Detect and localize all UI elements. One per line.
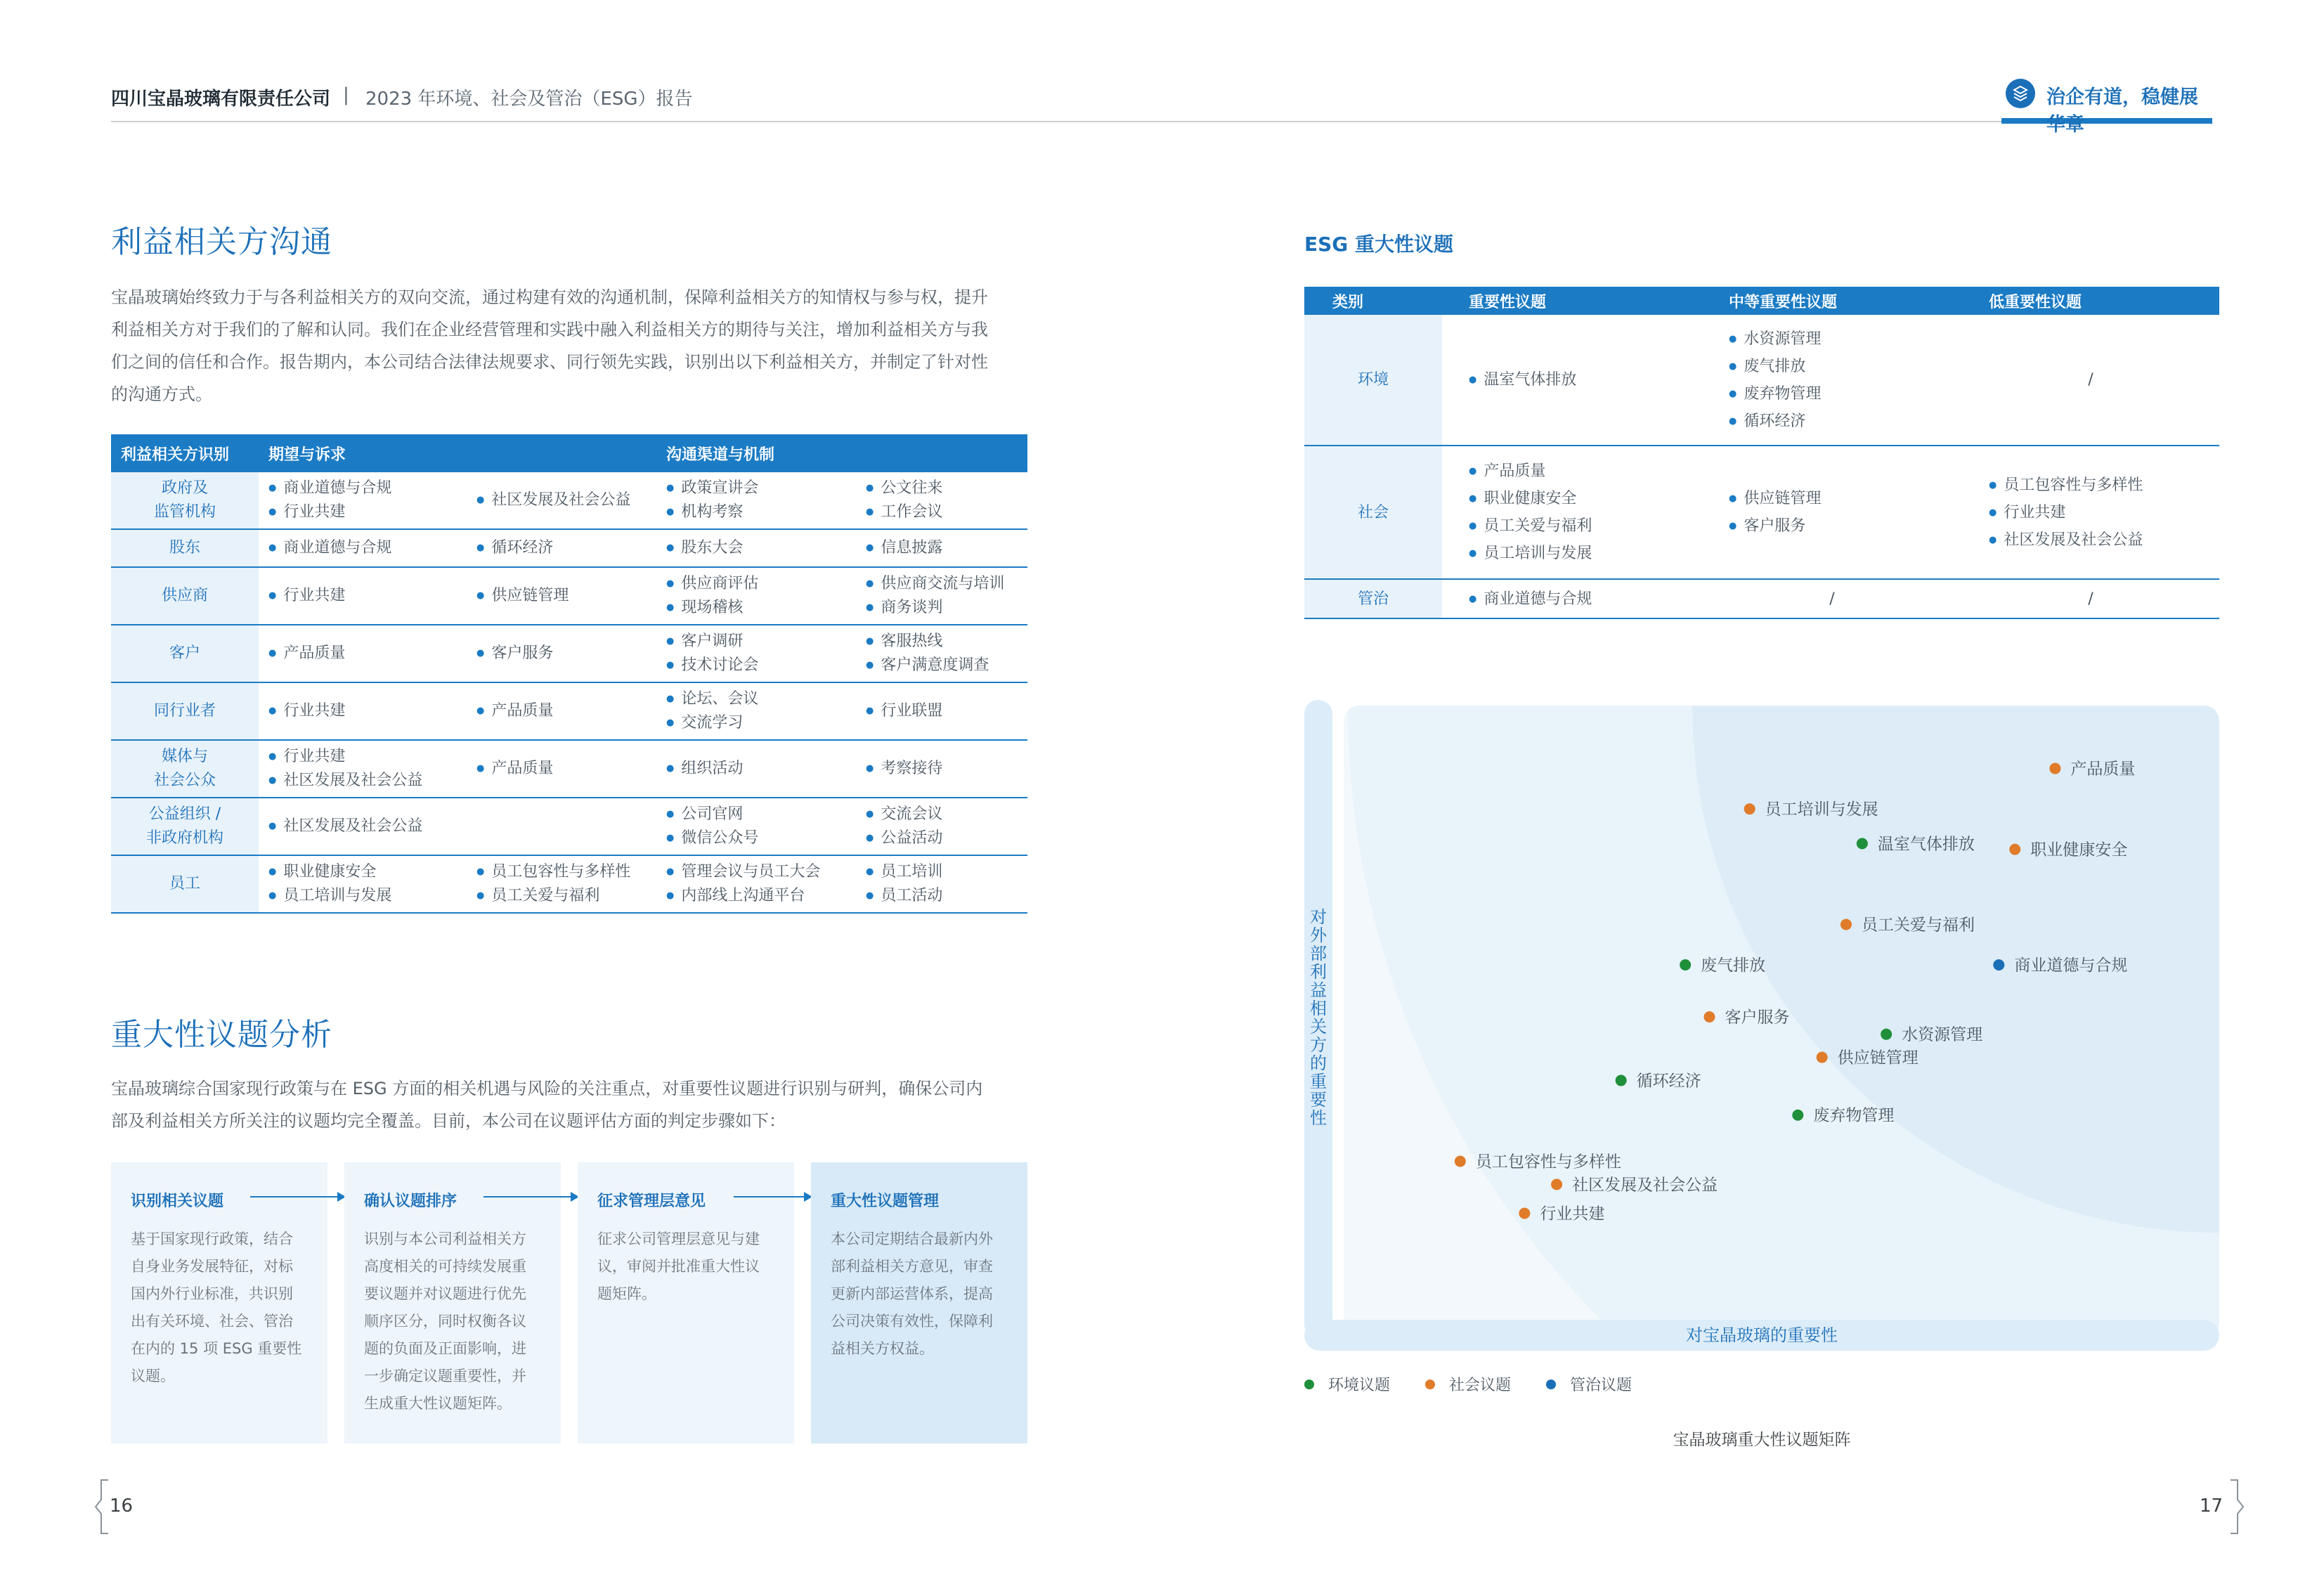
data-point-label: 职业健康安全: [2030, 841, 2128, 859]
stakeholder-name-line: 供应商: [161, 587, 208, 604]
stakeholder-table-header: [111, 434, 1027, 472]
list-item: ● 社区发展及社会公益: [1989, 526, 2219, 554]
legend-label: 环境议题: [1328, 1377, 1391, 1394]
stakeholder-intro-paragraph: [111, 281, 1032, 410]
table-row: [1304, 446, 2219, 579]
data-point: [1744, 803, 1755, 815]
data-point: [1616, 1075, 1627, 1086]
expectation-cell: [259, 472, 467, 529]
data-point: [2009, 844, 2020, 855]
stakeholder-name: [111, 567, 259, 625]
table-row: [1304, 315, 2219, 446]
page-bracket-left: [94, 1479, 115, 1535]
list-item: ● 客服热线: [866, 630, 1027, 654]
step-card: [811, 1162, 1027, 1443]
header-rule: [111, 121, 2212, 122]
stakeholder-table: [111, 434, 1027, 914]
expectation-cell: [467, 529, 656, 567]
list-item: ● 信息披露: [866, 536, 1027, 560]
list-item: ● 政策宣讲会: [666, 476, 856, 500]
list-item: ● 社区发展及社会公益: [476, 488, 656, 512]
stakeholder-name-line: 公益组织 /: [148, 805, 221, 823]
low-importance-cell: /: [1962, 579, 2219, 618]
stakeholder-name-line: 同行业者: [153, 702, 216, 720]
list-item: ● 职业健康安全: [268, 860, 467, 884]
paragraph-line: 的沟通方式。: [111, 384, 212, 404]
list-item: ● 温室气体排放: [1469, 366, 1702, 394]
list-item: ● 行业共建: [268, 584, 467, 608]
step-description: [131, 1226, 316, 1390]
expectation-cell: [259, 855, 467, 913]
step-description-line: 高度相关的可持续发展重: [364, 1258, 526, 1275]
list-item: ● 客户调研: [666, 630, 856, 654]
step-description-line: 要议题并对议题进行优先: [364, 1285, 526, 1302]
stakeholder-name: [111, 855, 259, 913]
data-point: [1881, 1029, 1892, 1040]
table-row: [111, 682, 1027, 740]
list-item: ● 循环经济: [476, 536, 656, 560]
expectation-cell: [259, 529, 467, 567]
list-item: ● 现场稽核: [666, 596, 856, 620]
low-importance-cell: [1962, 446, 2219, 579]
data-point-label: 员工关爱与福利: [1861, 916, 1975, 935]
category-cell: 管治: [1304, 579, 1442, 618]
list-item: ● 行业联盟: [866, 699, 1027, 723]
list-item: ● 员工培训与发展: [268, 884, 467, 908]
list-item: ● 公文往来: [866, 476, 1027, 500]
mid-importance-cell: [1702, 446, 1962, 579]
expectation-cell: [467, 740, 656, 798]
list-item: ● 内部线上沟通平台: [666, 884, 856, 908]
category-cell: 环境: [1304, 315, 1442, 446]
legend-label: 社会议题: [1449, 1377, 1512, 1394]
step-description-line: 议题。: [131, 1368, 175, 1384]
list-item: ● 员工培训: [866, 860, 1027, 884]
channel-cell: [656, 798, 856, 855]
list-item: ● 员工培训与发展: [1469, 540, 1702, 567]
list-item: ● 废气排放: [1729, 353, 1962, 380]
stakeholder-name: [111, 740, 259, 798]
stakeholder-name: [111, 625, 259, 682]
data-point: [2049, 763, 2060, 774]
legend-item: [1425, 1373, 1511, 1395]
data-point: [1817, 1052, 1828, 1063]
stakeholder-name-line: 非政府机构: [145, 829, 223, 847]
step-description-line: 国内外行业标准，共识别: [131, 1285, 293, 1302]
step-description-line: 本公司定期结合最新内外: [831, 1231, 993, 1247]
data-point-label: 供应链管理: [1837, 1049, 1919, 1067]
col-header-low: 低重要性议题: [1962, 287, 2219, 315]
plot-background: [1304, 700, 2219, 1354]
step-description-line: 自身业务发展特征，对标: [131, 1258, 293, 1275]
col-header-channels: 沟通渠道与机制: [656, 434, 1027, 472]
channel-cell: [856, 472, 1027, 529]
list-item: ● 公司官网: [666, 803, 856, 826]
step-arrow: [734, 1196, 811, 1198]
data-point: [1680, 959, 1691, 971]
step-title: 征求管理层意见: [597, 1193, 706, 1210]
step-description: [831, 1226, 1016, 1363]
stakeholder-name-line: 社会公众: [153, 772, 216, 789]
legend-marker: [1304, 1380, 1314, 1389]
data-point: [1703, 1011, 1715, 1023]
section-title-stakeholder: 利益相关方沟通: [111, 224, 332, 260]
mid-importance-cell: [1702, 315, 1962, 446]
y-axis-label: 对外部利益相关方的重要性: [1310, 907, 1327, 1128]
materiality-matrix-chart: [1304, 700, 2219, 1354]
data-point: [1455, 1156, 1466, 1167]
list-item: ● 供应链管理: [476, 584, 656, 608]
expectation-cell: [467, 472, 656, 529]
high-importance-cell: [1442, 579, 1702, 618]
data-point-label: 废气排放: [1701, 956, 1766, 975]
header-slogan: 治企有道，稳健展华章: [2046, 86, 2198, 136]
step-description-line: 一步确定议题重要性，并: [364, 1368, 526, 1384]
list-item: ● 职业健康安全: [1469, 485, 1702, 512]
data-point-label: 行业共建: [1540, 1205, 1605, 1224]
data-point-label: 废弃物管理: [1813, 1106, 1895, 1125]
table-row: [111, 855, 1027, 913]
channel-cell: [656, 472, 856, 529]
expectation-cell: [467, 625, 656, 682]
list-item: ● 公益活动: [866, 826, 1027, 850]
list-item: ● 行业共建: [268, 745, 467, 769]
list-item: ● 管理会议与员工大会: [666, 860, 856, 884]
channel-cell: [856, 625, 1027, 682]
channel-cell: [656, 740, 856, 798]
channel-cell: [656, 625, 856, 682]
list-item: ● 交流会议: [866, 803, 1027, 826]
chart-caption: 宝晶玻璃重大性议题矩阵: [1673, 1431, 1851, 1449]
list-item: ● 技术讨论会: [666, 654, 856, 677]
materiality-table-header: [1304, 287, 2219, 315]
step-description-line: 更新内部运营体系，提高: [831, 1285, 993, 1302]
chart-legend: [1304, 1373, 1667, 1395]
expectation-cell: [467, 855, 656, 913]
paragraph-line: 们之间的信任和合作。报告期内，本公司结合法律法规要求、同行领先实践，识别出以下利益相关方，并制定了针对性: [111, 352, 988, 372]
expectation-cell: [259, 740, 467, 798]
step-title: 确认议题排序: [364, 1193, 457, 1210]
stakeholder-name-line: 媒体与: [161, 748, 208, 765]
high-importance-cell: [1442, 315, 1702, 446]
step-arrow: [483, 1196, 578, 1198]
paragraph-line: 宝晶玻璃始终致力于与各利益相关方的双向交流，通过构建有效的沟通机制，保障利益相关方的知情权与参与权，提升: [111, 287, 988, 307]
channel-cell: [856, 682, 1027, 740]
channel-cell: [656, 855, 856, 913]
list-item: ● 产品质量: [476, 757, 656, 781]
high-importance-cell: [1442, 446, 1702, 579]
expectation-cell: [259, 798, 467, 855]
x-axis-label: 对宝晶玻璃的重要性: [1686, 1325, 1838, 1345]
section-title-materiality: 重大性议题分析: [111, 1017, 332, 1053]
list-item: ● 行业共建: [268, 500, 467, 524]
list-item: ● 论坛、会议: [666, 687, 856, 711]
step-description-line: 基于国家现行政策，结合: [131, 1231, 293, 1247]
data-point-label: 温室气体排放: [1877, 835, 1975, 854]
col-header-high: 重要性议题: [1442, 287, 1702, 315]
list-item: ● 产品质量: [268, 642, 467, 666]
list-item: ● 行业共建: [1989, 499, 2219, 526]
data-point-label: 员工培训与发展: [1765, 800, 1878, 819]
data-point: [1519, 1207, 1530, 1219]
legend-label: 管治议题: [1570, 1377, 1632, 1394]
data-point: [1792, 1110, 1803, 1121]
legend-item: [1546, 1373, 1632, 1395]
list-item: ● 水资源管理: [1729, 325, 1962, 353]
list-item: ● 员工包容性与多样性: [476, 860, 656, 884]
step-description-line: 议，审阅并批准重大性议: [597, 1258, 760, 1275]
stakeholder-name-line: 股东: [169, 539, 200, 557]
list-item: ● 商务谈判: [866, 596, 1027, 620]
category-cell: 社会: [1304, 446, 1442, 579]
step-description-line: 生成重大性议题矩阵。: [364, 1395, 512, 1412]
legend-marker: [1425, 1380, 1435, 1389]
list-item: ● 机构考察: [666, 500, 856, 524]
step-description-line: 征求公司管理层意见与建: [597, 1231, 760, 1247]
data-point: [1841, 919, 1852, 930]
list-item: ● 产品质量: [476, 699, 656, 723]
step-description-line: 益相关方权益。: [831, 1340, 934, 1357]
step-description-line: 顺序区分，同时权衡各议: [364, 1313, 526, 1330]
step-card: [578, 1162, 794, 1443]
expectation-cell: [467, 682, 656, 740]
table-row: [1304, 579, 2219, 618]
page-header: [111, 77, 2212, 136]
data-point-label: 员工包容性与多样性: [1475, 1153, 1621, 1172]
stakeholder-name: [111, 798, 259, 855]
list-item: ● 供应商评估: [666, 572, 856, 596]
list-item: ● 微信公众号: [666, 826, 856, 850]
governance-icon: [2006, 79, 2035, 108]
paragraph-line: 部及利益相关方所关注的议题均完全覆盖。目前，本公司在议题评估方面的判定步骤如下：: [111, 1111, 786, 1131]
step-description-line: 识别与本公司利益相关方: [364, 1231, 526, 1247]
expectation-cell: [259, 625, 467, 682]
data-point-label: 水资源管理: [1902, 1025, 1983, 1044]
channel-cell: [856, 529, 1027, 567]
col-header-category: 类别: [1304, 287, 1442, 315]
list-item: ● 员工关爱与福利: [1469, 512, 1702, 540]
list-item: ● 循环经济: [1729, 408, 1962, 435]
step-title: 重大性议题管理: [831, 1193, 940, 1210]
step-description-line: 题的负面及正面影响，进: [364, 1340, 526, 1357]
channel-cell: [656, 567, 856, 625]
data-point-label: 商业道德与合规: [2014, 956, 2128, 975]
header-separator: |: [343, 84, 349, 105]
materiality-intro-paragraph: [111, 1072, 1032, 1137]
step-arrow: [250, 1196, 344, 1198]
table-row: [111, 625, 1027, 682]
list-item: ● 废弃物管理: [1729, 380, 1962, 408]
page-number-right: 17: [2200, 1495, 2224, 1517]
channel-cell: [656, 682, 856, 740]
col-header-expectations: 期望与诉求: [259, 434, 656, 472]
materiality-steps: [111, 1162, 1027, 1443]
stakeholder-name-line: 员工: [169, 875, 200, 893]
stakeholder-name: [111, 529, 259, 567]
list-item: ● 产品质量: [1469, 457, 1702, 485]
list-item: ● 交流学习: [666, 711, 856, 735]
list-item: ● 客户满意度调查: [866, 654, 1027, 677]
list-item: ● 客户服务: [1729, 512, 1962, 540]
legend-marker: [1546, 1380, 1556, 1389]
list-item: ● 商业道德与合规: [268, 536, 467, 560]
step-description: [597, 1226, 783, 1308]
list-item: ● 员工活动: [866, 884, 1027, 908]
step-title: 识别相关议题: [131, 1193, 224, 1210]
table-row: [111, 740, 1027, 798]
company-name: 四川宝晶玻璃有限责任公司: [111, 89, 331, 110]
table-row: [111, 472, 1027, 529]
paragraph-line: 宝晶玻璃综合国家现行政策与在 ESG 方面的相关机遇与风险的关注重点，对重要性议题进行识别与研判，确保公司内: [111, 1079, 983, 1098]
list-item: ● 员工关爱与福利: [476, 884, 656, 908]
list-item: ● 股东大会: [666, 536, 856, 560]
data-point-label: 循环经济: [1636, 1072, 1701, 1091]
materiality-table: [1304, 287, 2219, 619]
paragraph-line: 利益相关方对于我们的了解和认同。我们在企业经营管理和实践中融入利益相关方的期待与关注，增加利益相关方与我: [111, 320, 988, 339]
data-point: [1993, 959, 2004, 971]
data-point-label: 产品质量: [2070, 760, 2136, 779]
list-item: ● 社区发展及社会公益: [268, 769, 467, 793]
page-number-left: 16: [110, 1495, 134, 1517]
list-item: ● 供应商交流与培训: [866, 572, 1027, 596]
step-card: [111, 1162, 327, 1443]
step-description-line: 在内的 15 项 ESG 重要性: [131, 1340, 302, 1357]
report-title: 2023 年环境、社会及管治（ESG）报告: [365, 89, 693, 110]
list-item: ● 员工包容性与多样性: [1989, 472, 2219, 499]
step-description: [364, 1226, 550, 1417]
channel-cell: [856, 740, 1027, 798]
channel-cell: [856, 567, 1027, 625]
channel-cell: [656, 529, 856, 567]
channel-cell: [856, 855, 1027, 913]
expectation-cell: [467, 567, 656, 625]
stakeholder-name: [111, 472, 259, 529]
stakeholder-name-line: 监管机构: [153, 503, 216, 521]
mid-importance-cell: /: [1702, 579, 1962, 618]
channel-cell: [856, 798, 1027, 855]
legend-item: [1304, 1373, 1390, 1395]
page-bracket-right: [2224, 1479, 2245, 1535]
list-item: ● 考察接待: [866, 757, 1027, 781]
esg-materiality-title: ESG 重大性议题: [1304, 233, 1454, 256]
step-description-line: 部利益相关方意见，审查: [831, 1258, 993, 1275]
step-description-line: 题矩阵。: [597, 1285, 656, 1302]
col-header-medium: 中等重要性议题: [1702, 287, 1962, 315]
data-point-label: 客户服务: [1725, 1008, 1790, 1027]
table-row: [111, 567, 1027, 625]
list-item: ● 供应链管理: [1729, 485, 1962, 512]
list-item: ● 商业道德与合规: [1469, 585, 1702, 613]
expectation-cell: [467, 798, 656, 855]
list-item: ● 社区发展及社会公益: [268, 815, 467, 838]
col-header-stakeholder: 利益相关方识别: [111, 434, 259, 472]
low-importance-cell: /: [1962, 315, 2219, 446]
step-description-line: 公司决策有效性，保障利: [831, 1313, 993, 1330]
list-item: ● 行业共建: [268, 699, 467, 723]
list-item: ● 商业道德与合规: [268, 476, 467, 500]
data-point-label: 社区发展及社会公益: [1572, 1176, 1718, 1195]
step-card: [344, 1162, 561, 1443]
stakeholder-name: [111, 682, 259, 740]
expectation-cell: [259, 567, 467, 625]
step-description-line: 出有关环境、社会、管治: [131, 1313, 293, 1330]
list-item: ● 工作会议: [866, 500, 1027, 524]
table-row: [111, 529, 1027, 567]
stakeholder-name-line: 政府及: [161, 479, 208, 497]
list-item: ● 客户服务: [476, 642, 656, 666]
list-item: ● 组织活动: [666, 757, 856, 781]
stakeholder-name-line: 客户: [169, 644, 200, 662]
data-point: [1551, 1179, 1562, 1190]
data-point: [1857, 838, 1868, 849]
expectation-cell: [259, 682, 467, 740]
table-row: [111, 798, 1027, 855]
